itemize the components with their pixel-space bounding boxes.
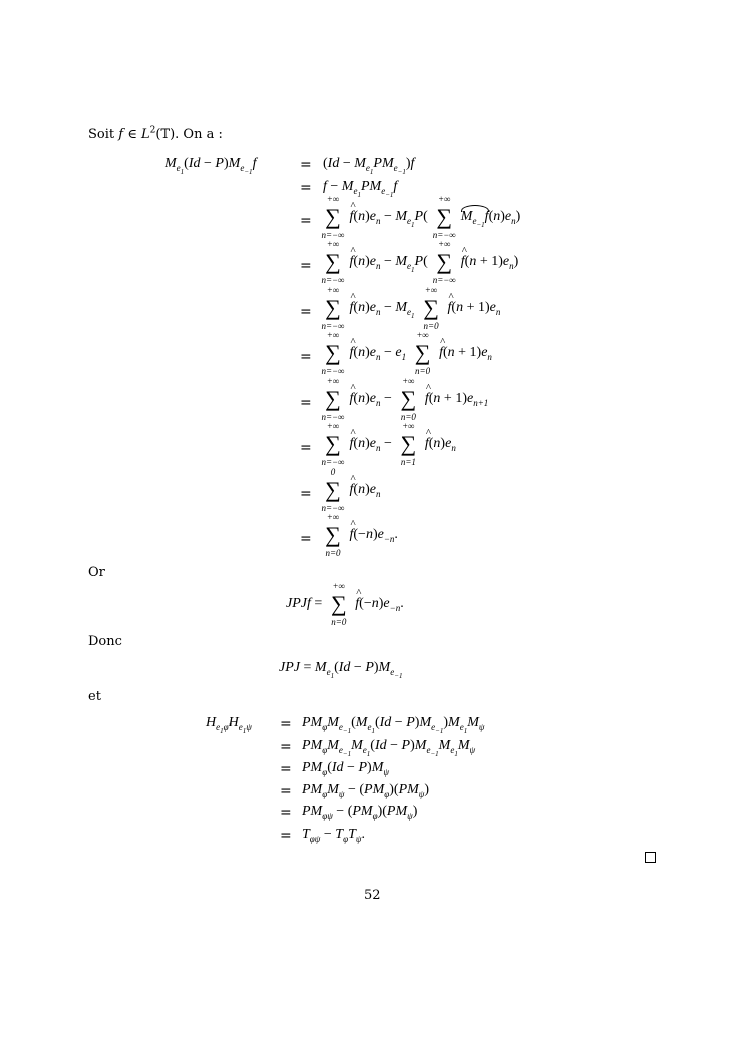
eq-sign: = [280,761,292,777]
lhs-2: $H_{e_1\varphǐ}H_{e_1\psi}$ [206,715,252,735]
eq-sign: = [280,805,292,821]
jpj-equation: JPJ = $M_{e_1}(Id - P)M_{e_{-1}}$ [279,660,403,680]
intro-text: Soit f ∈ $L^2(𝕋)$. On a : [88,125,223,142]
qed-icon [645,852,656,863]
line-1: $(Id - M_{e_1}PM_{e_{-1}})f$ [323,156,415,176]
jpj-f-equation: JPJf = +∞ ∑ n=0 ^ $f(-n)e_{-n}$. [286,593,404,615]
line-7: +∞ ∑ n=−∞ ^ $f(n)e_n$ − +∞ ∑ n=0 ^ $f(n + 1)e_{n+1}$ [320,388,488,410]
eq-sign: = [280,783,292,799]
eq-sign: = [300,349,312,365]
page-number: 52 [364,888,381,903]
eq-sign: = [300,531,312,547]
line-5: +∞ ∑ n=−∞ ^ $f(n)e_n - M_{e_1}$ +∞ ∑ n=0 ^ $f(n + 1)e_n$ [320,297,500,319]
line-9: 0 ∑ n=−∞ ^ $f(n)e_n$ [320,479,380,501]
eq-sign: = [300,304,312,320]
eq-sign: = [300,486,312,502]
line-8: +∞ ∑ n=−∞ ^ $f(n)e_n$ − +∞ ∑ n=1 ^ $f(n)e_n$ [320,433,456,455]
eq-sign: = [300,258,312,274]
eq-sign: = [280,716,292,732]
lhs-1: $M_{e_1}(Id - P)M_{e_{-1}}f$ [165,156,257,176]
line-10: +∞ ∑ n=0 ^ $f(-n)e_{-n}$. [320,524,398,546]
eq-sign: = [300,395,312,411]
eq-sign: = [300,157,312,173]
donc-label: Donc [88,634,122,649]
line-14: $PM_\varphi M_\psi - (PM_\varphi)(PM_\psi)$ [302,782,430,799]
line-12: $PM_\varphi M_{e_{-1}}M_{e_1}(Id - P)M_{e_{-1}}M_{e_1}M_\psi$ [302,738,476,758]
line-6: +∞ ∑ n=−∞ ^ $f(n)e_n - e_1$ +∞ ∑ n=0 ^ $f(n + 1)e_n$ [320,342,492,364]
line-15: $PM_{\varphi\psi} - (PM_\varphi)(PM_\psi)$ [302,804,418,821]
line-3: +∞ ∑ n=−∞ ^ $f(n)e_n - M_{e_1}P$( +∞ ∑ n=−∞ $M_{e_{-1}}f(n)e_n$) [320,206,520,228]
line-2: $f - M_{e_1}PM_{e_{-1}}f$ [323,179,398,199]
eq-sign: = [300,180,312,196]
eq-sign: = [280,739,292,755]
line-4: +∞ ∑ n=−∞ ^ $f(n)e_n - M_{e_1}P$( +∞ ∑ n=−∞ ^ $f(n + 1)e_n$) [320,251,518,273]
eq-sign: = [280,828,292,844]
eq-sign: = [300,213,312,229]
line-11: $PM_\varphi M_{e_{-1}}(M_{e_1}(Id - P)M_{e_{-1}})M_{e_1}M_\psi$ [302,715,485,735]
line-16: $T_{\varphi\psi} - T_\varphi T_\psi$. [302,827,365,844]
or-label: Or [88,565,105,580]
et-label: et [88,689,101,704]
line-13: $PM_\varphi(Id - P)M_\psi$ [302,760,389,777]
eq-sign: = [300,440,312,456]
